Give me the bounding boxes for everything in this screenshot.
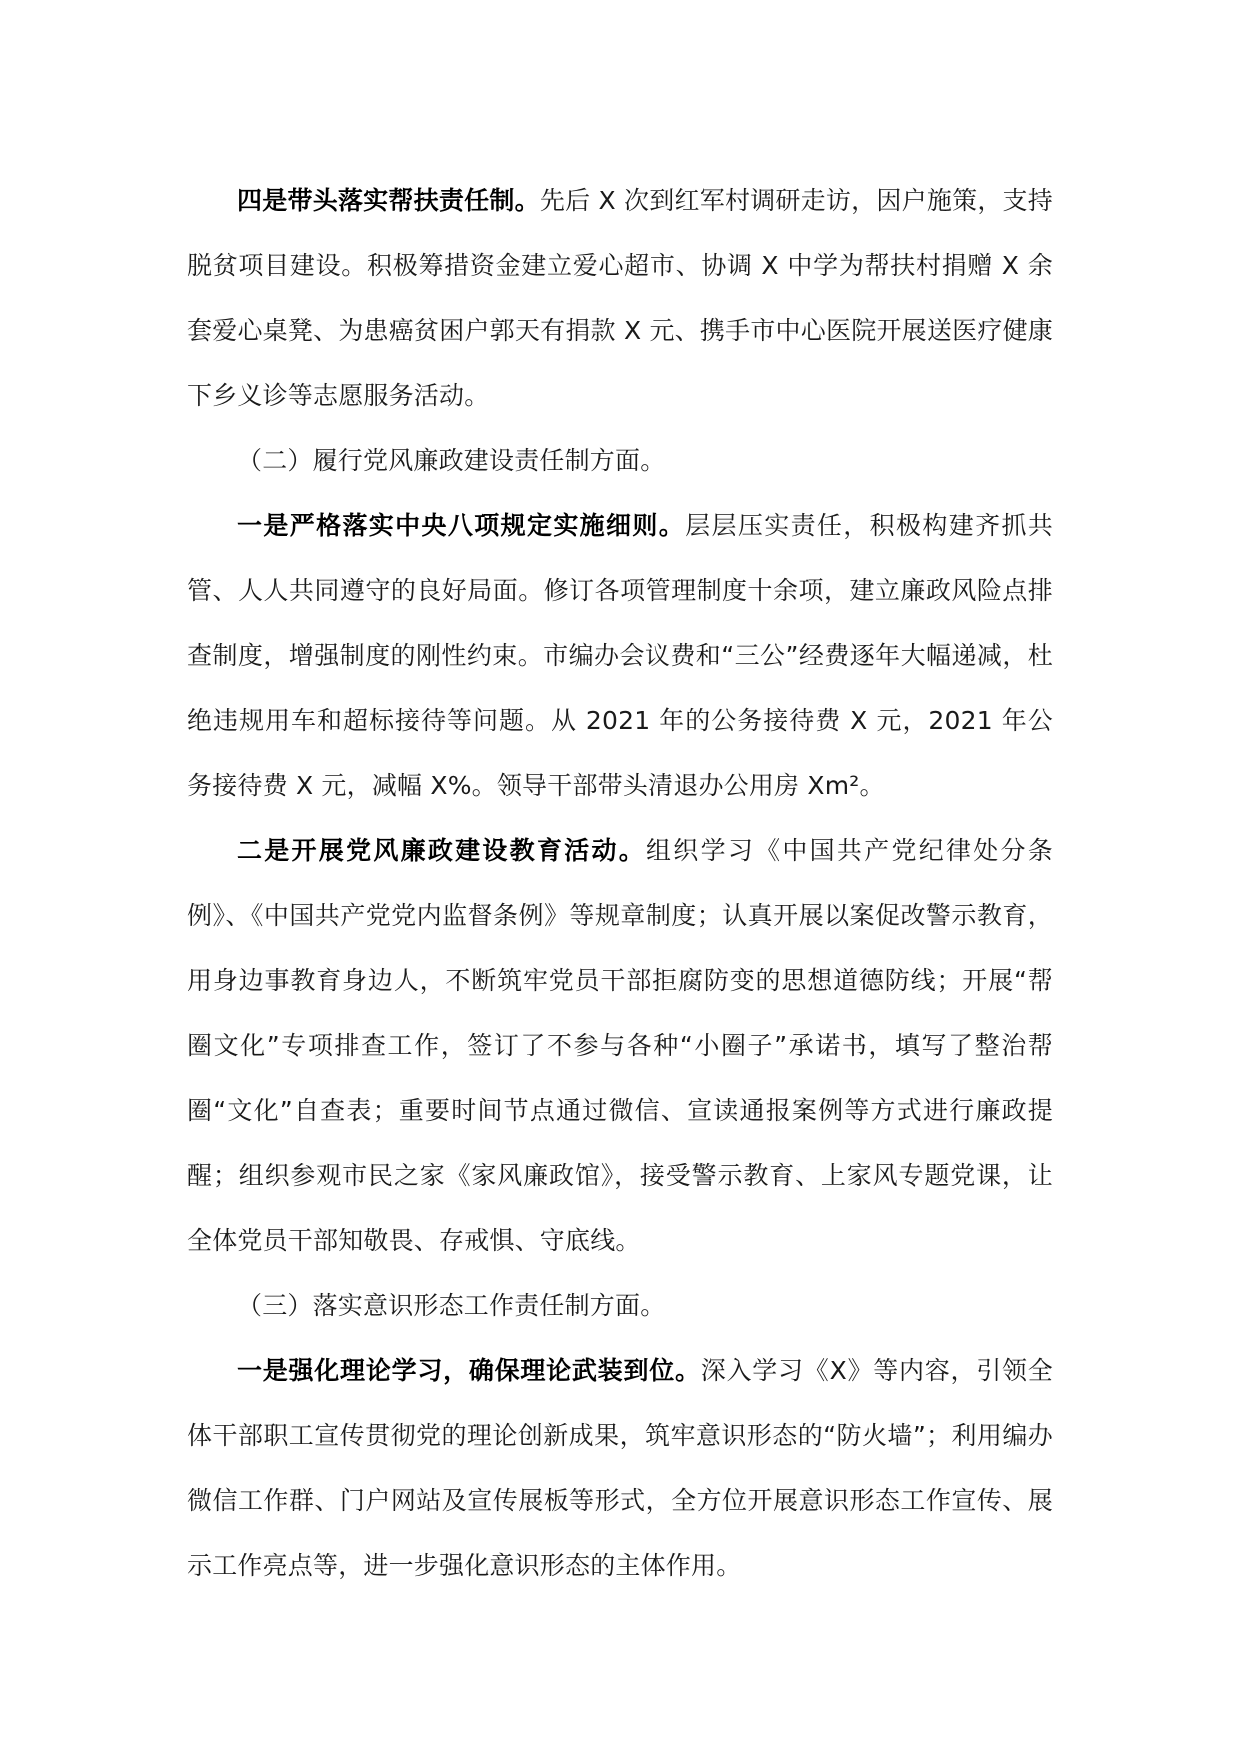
paragraph-body: 层层压实责任，积极构建齐抓共管、人人共同遵守的良好局面。修订各项管理制度十余项，建立廉政风险点排查制度，增强制度的刚性约束。市编办会议费和“三公”经费逐年大幅递减，杜绝违规用车和超标接待等问题。从 2021 年的公务接待费 X 元，2021 年公务接待费 X 元，减幅 X%。领导干部带头清退办公用房 Xm²。 <box>187 511 1053 800</box>
paragraph-body: 深入学习《X》等内容，引领全体干部职工宣传贯彻党的理论创新成果，筑牢意识形态的“防火墙”；利用编办微信工作群、门户网站及宣传展板等形式，全方位开展意识形态工作宣传、展示工作亮点等，进一步强化意识形态的主体作用。 <box>187 1356 1053 1580</box>
section-heading-2: （二）履行党风廉政建设责任制方面。 <box>237 446 666 475</box>
paragraph-item-4-poverty-assistance <box>187 168 1053 428</box>
paragraph-lead: 一是强化理论学习，确保理论武装到位。 <box>237 1356 701 1385</box>
document-body <box>187 168 1053 1598</box>
paragraph-item-2-integrity-education <box>187 818 1053 1273</box>
paragraph-lead: 一是严格落实中央八项规定实施细则。 <box>237 511 686 540</box>
paragraph-item-1-theory-study <box>187 1338 1053 1598</box>
paragraph-lead: 四是带头落实帮扶责任制。 <box>237 186 540 215</box>
paragraph-lead: 二是开展党风廉政建设教育活动。 <box>237 836 647 865</box>
paragraph-body: 先后 X 次到红军村调研走访，因户施策，支持脱贫项目建设。积极筹措资金建立爱心超市、协调 X 中学为帮扶村捐赠 X 余套爱心桌凳、为患癌贫困户郭天有捐款 X 元、携手市中心医院开展送医疗健康下乡义诊等志愿服务活动。 <box>187 186 1053 410</box>
section-heading-3: （三）落实意识形态工作责任制方面。 <box>237 1291 666 1320</box>
paragraph-item-1-eight-regulations <box>187 493 1053 818</box>
paragraph-body: 组织学习《中国共产党纪律处分条例》、《中国共产党党内监督条例》等规章制度；认真开展以案促改警示教育，用身边事教育身边人，不断筑牢党员干部拒腐防变的思想道德防线；开展“帮圈文化”专项排查工作，签订了不参与各种“小圈子”承诺书，填写了整治帮圈“文化”自查表；重要时间节点通过微信、宣读通报案例等方式进行廉政提醒；组织参观市民之家《家风廉政馆》，接受警示教育、上家风专题党课，让全体党员干部知敬畏、存戒惧、守底线。 <box>187 836 1053 1255</box>
